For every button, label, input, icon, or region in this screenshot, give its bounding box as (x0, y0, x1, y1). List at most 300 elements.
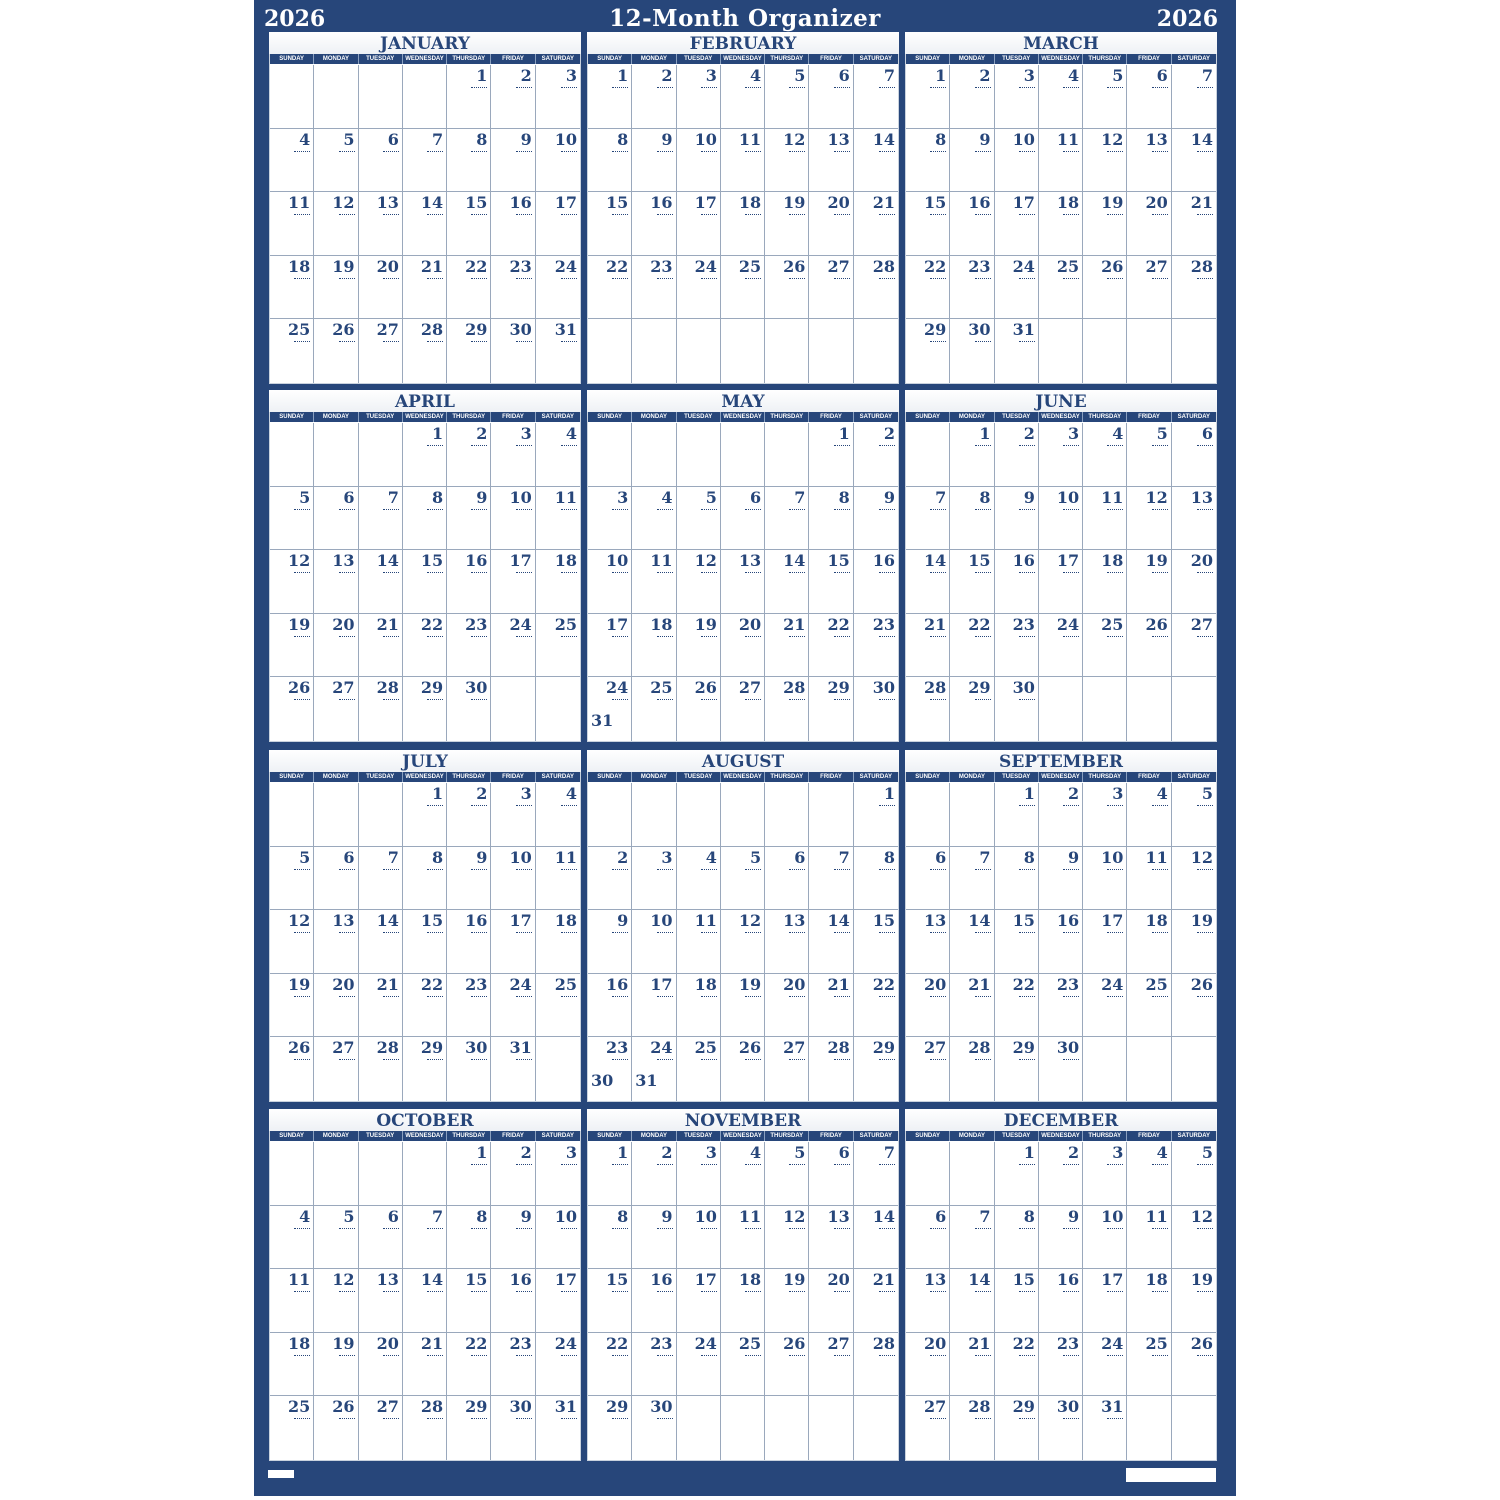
day-cell[interactable] (314, 550, 358, 614)
day-cell[interactable] (1083, 1142, 1127, 1206)
day-cell[interactable] (854, 1037, 898, 1101)
day-cell[interactable] (721, 1142, 765, 1206)
day-cell[interactable] (588, 910, 632, 974)
day-cell[interactable] (491, 1333, 535, 1397)
day-cell[interactable] (854, 129, 898, 193)
day-cell[interactable] (906, 192, 950, 256)
day-cell[interactable] (1172, 1037, 1216, 1101)
day-cell[interactable] (270, 1333, 314, 1397)
day-cell[interactable] (1127, 1037, 1171, 1101)
day-cell[interactable] (447, 614, 491, 678)
day-cell[interactable] (1039, 1396, 1083, 1460)
day-cell[interactable] (1172, 129, 1216, 193)
day-cell[interactable] (403, 487, 447, 551)
day-cell[interactable] (995, 910, 1039, 974)
day-cell[interactable] (270, 1269, 314, 1333)
day-cell[interactable] (632, 910, 676, 974)
day-cell[interactable] (1083, 192, 1127, 256)
day-cell[interactable] (950, 974, 994, 1038)
day-cell[interactable] (906, 677, 950, 741)
day-cell[interactable] (1127, 783, 1171, 847)
day-cell[interactable] (536, 129, 580, 193)
day-cell[interactable] (854, 65, 898, 129)
day-cell[interactable] (995, 423, 1039, 487)
day-cell[interactable] (765, 256, 809, 320)
day-cell[interactable] (721, 783, 765, 847)
day-cell[interactable] (721, 677, 765, 741)
day-cell[interactable] (359, 783, 403, 847)
day-cell[interactable] (491, 910, 535, 974)
day-cell[interactable] (588, 847, 632, 911)
day-cell[interactable] (677, 847, 721, 911)
day-cell[interactable] (809, 1206, 853, 1270)
day-cell[interactable] (765, 319, 809, 383)
day-cell[interactable] (1172, 423, 1216, 487)
day-cell[interactable] (1172, 677, 1216, 741)
day-cell[interactable] (632, 1333, 676, 1397)
day-cell[interactable] (721, 1206, 765, 1270)
day-cell[interactable] (950, 192, 994, 256)
day-cell[interactable] (995, 1396, 1039, 1460)
day-cell[interactable] (491, 677, 535, 741)
day-cell[interactable] (906, 910, 950, 974)
day-cell[interactable] (950, 847, 994, 911)
day-cell[interactable] (314, 129, 358, 193)
day-cell[interactable] (632, 65, 676, 129)
day-cell[interactable] (721, 65, 765, 129)
day-cell[interactable] (403, 423, 447, 487)
day-cell[interactable] (588, 677, 632, 741)
day-cell[interactable] (721, 487, 765, 551)
day-cell[interactable] (632, 487, 676, 551)
day-cell[interactable] (314, 192, 358, 256)
day-cell[interactable] (359, 487, 403, 551)
day-cell[interactable] (765, 423, 809, 487)
day-cell[interactable] (536, 487, 580, 551)
day-cell[interactable] (906, 1333, 950, 1397)
day-cell[interactable] (447, 129, 491, 193)
day-cell[interactable] (359, 1142, 403, 1206)
day-cell[interactable] (721, 550, 765, 614)
day-cell[interactable] (809, 487, 853, 551)
day-cell[interactable] (359, 65, 403, 129)
day-cell[interactable] (314, 319, 358, 383)
day-cell[interactable] (995, 677, 1039, 741)
day-cell[interactable] (906, 1396, 950, 1460)
day-cell[interactable] (403, 1269, 447, 1333)
day-cell[interactable] (995, 1269, 1039, 1333)
day-cell[interactable] (677, 1037, 721, 1101)
day-cell[interactable] (536, 1396, 580, 1460)
day-cell[interactable] (765, 974, 809, 1038)
day-cell[interactable] (270, 423, 314, 487)
day-cell[interactable] (447, 256, 491, 320)
day-cell[interactable] (906, 129, 950, 193)
day-cell[interactable] (1039, 974, 1083, 1038)
day-cell[interactable] (765, 550, 809, 614)
day-cell[interactable] (1039, 1333, 1083, 1397)
day-cell[interactable] (536, 192, 580, 256)
day-cell[interactable] (1172, 1142, 1216, 1206)
day-cell[interactable] (314, 1206, 358, 1270)
day-cell[interactable] (1083, 677, 1127, 741)
day-cell[interactable] (1083, 1396, 1127, 1460)
day-cell[interactable] (765, 65, 809, 129)
day-cell[interactable] (1083, 1206, 1127, 1270)
day-cell[interactable] (270, 256, 314, 320)
day-cell[interactable] (632, 1396, 676, 1460)
day-cell[interactable] (809, 677, 853, 741)
day-cell[interactable] (447, 677, 491, 741)
day-cell[interactable] (632, 677, 676, 741)
day-cell[interactable] (491, 192, 535, 256)
day-cell[interactable] (403, 1142, 447, 1206)
day-cell[interactable] (588, 1333, 632, 1397)
day-cell[interactable] (314, 1269, 358, 1333)
day-cell[interactable] (995, 1142, 1039, 1206)
day-cell[interactable] (1172, 256, 1216, 320)
day-cell[interactable] (1083, 487, 1127, 551)
day-cell[interactable] (995, 65, 1039, 129)
day-cell[interactable] (270, 614, 314, 678)
day-cell[interactable] (1127, 319, 1171, 383)
day-cell[interactable] (1127, 192, 1171, 256)
day-cell[interactable] (270, 974, 314, 1038)
day-cell[interactable] (809, 319, 853, 383)
day-cell[interactable] (447, 319, 491, 383)
day-cell[interactable] (854, 1142, 898, 1206)
day-cell[interactable] (995, 550, 1039, 614)
day-cell[interactable] (270, 550, 314, 614)
day-cell[interactable] (403, 550, 447, 614)
day-cell[interactable] (588, 487, 632, 551)
day-cell[interactable] (906, 847, 950, 911)
day-cell[interactable] (536, 65, 580, 129)
day-cell[interactable] (906, 1037, 950, 1101)
day-cell[interactable] (854, 192, 898, 256)
day-cell[interactable] (270, 65, 314, 129)
day-cell[interactable] (403, 129, 447, 193)
day-cell[interactable] (270, 1206, 314, 1270)
day-cell[interactable] (447, 847, 491, 911)
day-cell[interactable] (359, 974, 403, 1038)
day-cell[interactable] (314, 847, 358, 911)
day-cell[interactable] (588, 192, 632, 256)
day-cell[interactable] (270, 677, 314, 741)
day-cell[interactable] (491, 847, 535, 911)
day-cell[interactable] (536, 1037, 580, 1101)
day-cell[interactable] (536, 423, 580, 487)
day-cell[interactable] (677, 423, 721, 487)
day-cell[interactable] (536, 847, 580, 911)
day-cell[interactable] (765, 129, 809, 193)
day-cell[interactable] (632, 319, 676, 383)
day-cell[interactable] (359, 192, 403, 256)
day-cell[interactable] (1039, 1037, 1083, 1101)
day-cell[interactable] (765, 487, 809, 551)
day-cell[interactable] (359, 423, 403, 487)
day-cell[interactable] (1039, 192, 1083, 256)
day-cell[interactable] (536, 974, 580, 1038)
day-cell[interactable] (270, 129, 314, 193)
day-cell[interactable] (447, 910, 491, 974)
day-cell[interactable] (536, 1142, 580, 1206)
day-cell[interactable] (950, 423, 994, 487)
day-cell[interactable] (447, 783, 491, 847)
day-cell[interactable] (677, 974, 721, 1038)
day-cell[interactable] (314, 974, 358, 1038)
day-cell[interactable] (1083, 910, 1127, 974)
day-cell[interactable] (1127, 65, 1171, 129)
day-cell[interactable] (588, 1206, 632, 1270)
day-cell[interactable] (1083, 550, 1127, 614)
day-cell[interactable] (588, 974, 632, 1038)
day-cell[interactable] (314, 1396, 358, 1460)
day-cell[interactable] (995, 256, 1039, 320)
day-cell[interactable] (359, 1269, 403, 1333)
day-cell[interactable] (536, 910, 580, 974)
day-cell[interactable] (270, 1037, 314, 1101)
day-cell[interactable] (765, 1142, 809, 1206)
day-cell[interactable] (491, 487, 535, 551)
day-cell[interactable] (314, 256, 358, 320)
day-cell[interactable] (1172, 65, 1216, 129)
day-cell[interactable] (632, 192, 676, 256)
day-cell[interactable] (677, 1269, 721, 1333)
day-cell[interactable] (447, 1037, 491, 1101)
day-cell[interactable] (491, 614, 535, 678)
day-cell[interactable] (995, 1206, 1039, 1270)
day-cell[interactable] (632, 847, 676, 911)
day-cell[interactable] (270, 319, 314, 383)
day-cell[interactable] (677, 614, 721, 678)
day-cell[interactable] (1039, 1142, 1083, 1206)
day-cell[interactable] (491, 129, 535, 193)
day-cell[interactable] (677, 1396, 721, 1460)
day-cell[interactable] (721, 1037, 765, 1101)
day-cell[interactable] (950, 129, 994, 193)
day-cell[interactable] (536, 1333, 580, 1397)
day-cell[interactable] (359, 1396, 403, 1460)
day-cell[interactable] (1172, 847, 1216, 911)
day-cell[interactable] (1039, 487, 1083, 551)
day-cell[interactable] (314, 910, 358, 974)
day-cell[interactable] (314, 783, 358, 847)
day-cell[interactable] (270, 1142, 314, 1206)
day-cell[interactable] (403, 847, 447, 911)
day-cell[interactable] (1127, 614, 1171, 678)
day-cell[interactable] (995, 1037, 1039, 1101)
day-cell[interactable] (854, 1396, 898, 1460)
day-cell[interactable] (1172, 1396, 1216, 1460)
day-cell[interactable] (1172, 192, 1216, 256)
day-cell[interactable] (950, 319, 994, 383)
day-cell[interactable] (447, 1142, 491, 1206)
day-cell[interactable] (765, 1269, 809, 1333)
day-cell[interactable] (906, 256, 950, 320)
day-cell[interactable] (721, 847, 765, 911)
day-cell[interactable] (1083, 129, 1127, 193)
day-cell[interactable] (1039, 847, 1083, 911)
day-cell[interactable] (403, 677, 447, 741)
day-cell[interactable] (721, 129, 765, 193)
day-cell[interactable] (809, 65, 853, 129)
day-cell[interactable] (950, 256, 994, 320)
day-cell[interactable] (854, 614, 898, 678)
day-cell[interactable] (1127, 129, 1171, 193)
day-cell[interactable] (677, 129, 721, 193)
day-cell[interactable] (721, 256, 765, 320)
day-cell[interactable] (491, 1396, 535, 1460)
day-cell[interactable] (270, 910, 314, 974)
day-cell[interactable] (588, 129, 632, 193)
day-cell[interactable] (1039, 423, 1083, 487)
day-cell[interactable] (854, 677, 898, 741)
day-cell[interactable] (721, 192, 765, 256)
day-cell[interactable] (809, 192, 853, 256)
day-cell[interactable] (1127, 1333, 1171, 1397)
day-cell[interactable] (677, 677, 721, 741)
day-cell[interactable] (403, 1333, 447, 1397)
day-cell[interactable] (721, 910, 765, 974)
day-cell[interactable] (854, 1333, 898, 1397)
day-cell[interactable] (314, 1333, 358, 1397)
day-cell[interactable] (314, 65, 358, 129)
day-cell[interactable] (403, 192, 447, 256)
day-cell[interactable] (270, 1396, 314, 1460)
day-cell[interactable] (1083, 783, 1127, 847)
day-cell[interactable] (950, 487, 994, 551)
day-cell[interactable] (995, 319, 1039, 383)
day-cell[interactable] (447, 1333, 491, 1397)
day-cell[interactable] (854, 319, 898, 383)
day-cell[interactable] (403, 1037, 447, 1101)
day-cell[interactable] (765, 847, 809, 911)
day-cell[interactable] (1127, 974, 1171, 1038)
day-cell[interactable] (536, 783, 580, 847)
day-cell[interactable] (677, 487, 721, 551)
day-cell[interactable] (491, 423, 535, 487)
day-cell[interactable] (854, 256, 898, 320)
day-cell[interactable] (403, 65, 447, 129)
day-cell[interactable] (721, 1396, 765, 1460)
day-cell[interactable] (809, 256, 853, 320)
day-cell[interactable] (314, 487, 358, 551)
day-cell[interactable] (1039, 783, 1083, 847)
day-cell[interactable] (765, 1037, 809, 1101)
day-cell[interactable] (677, 1206, 721, 1270)
day-cell[interactable] (677, 256, 721, 320)
day-cell[interactable] (403, 1206, 447, 1270)
day-cell[interactable] (588, 65, 632, 129)
day-cell[interactable] (270, 487, 314, 551)
day-cell[interactable] (1127, 1396, 1171, 1460)
day-cell[interactable] (854, 974, 898, 1038)
day-cell[interactable] (1083, 319, 1127, 383)
day-cell[interactable] (359, 910, 403, 974)
day-cell[interactable] (906, 65, 950, 129)
day-cell[interactable] (950, 1037, 994, 1101)
day-cell[interactable] (677, 1333, 721, 1397)
day-cell[interactable] (995, 192, 1039, 256)
day-cell[interactable] (314, 1142, 358, 1206)
day-cell[interactable] (809, 910, 853, 974)
day-cell[interactable] (950, 614, 994, 678)
day-cell[interactable] (721, 614, 765, 678)
day-cell[interactable] (270, 783, 314, 847)
day-cell[interactable] (854, 423, 898, 487)
day-cell[interactable] (270, 192, 314, 256)
day-cell[interactable] (1172, 1206, 1216, 1270)
day-cell[interactable] (447, 1396, 491, 1460)
day-cell[interactable] (632, 974, 676, 1038)
day-cell[interactable] (491, 1269, 535, 1333)
day-cell[interactable] (765, 783, 809, 847)
day-cell[interactable] (809, 1037, 853, 1101)
day-cell[interactable] (765, 1333, 809, 1397)
day-cell[interactable] (536, 256, 580, 320)
day-cell[interactable] (491, 1037, 535, 1101)
day-cell[interactable] (1083, 847, 1127, 911)
day-cell[interactable] (1083, 65, 1127, 129)
day-cell[interactable] (721, 319, 765, 383)
day-cell[interactable] (721, 974, 765, 1038)
day-cell[interactable] (1039, 65, 1083, 129)
day-cell[interactable] (536, 550, 580, 614)
day-cell[interactable] (403, 783, 447, 847)
day-cell[interactable] (854, 783, 898, 847)
day-cell[interactable] (491, 1206, 535, 1270)
day-cell[interactable] (809, 1333, 853, 1397)
day-cell[interactable] (721, 1333, 765, 1397)
day-cell[interactable] (447, 974, 491, 1038)
day-cell[interactable] (536, 1269, 580, 1333)
day-cell[interactable] (721, 1269, 765, 1333)
day-cell[interactable] (765, 1206, 809, 1270)
day-cell[interactable] (906, 614, 950, 678)
day-cell[interactable] (1039, 677, 1083, 741)
day-cell[interactable] (1172, 319, 1216, 383)
day-cell[interactable] (950, 1396, 994, 1460)
day-cell[interactable] (1039, 550, 1083, 614)
day-cell[interactable] (906, 319, 950, 383)
day-cell[interactable] (447, 550, 491, 614)
day-cell[interactable] (995, 129, 1039, 193)
day-cell[interactable] (765, 192, 809, 256)
day-cell[interactable] (403, 256, 447, 320)
day-cell[interactable] (588, 1037, 632, 1101)
day-cell[interactable] (677, 550, 721, 614)
day-cell[interactable] (588, 1142, 632, 1206)
day-cell[interactable] (854, 487, 898, 551)
day-cell[interactable] (1039, 614, 1083, 678)
day-cell[interactable] (950, 1333, 994, 1397)
day-cell[interactable] (588, 1396, 632, 1460)
day-cell[interactable] (632, 614, 676, 678)
day-cell[interactable] (588, 319, 632, 383)
day-cell[interactable] (359, 1037, 403, 1101)
day-cell[interactable] (950, 783, 994, 847)
day-cell[interactable] (632, 1142, 676, 1206)
day-cell[interactable] (906, 550, 950, 614)
day-cell[interactable] (1039, 1206, 1083, 1270)
day-cell[interactable] (906, 974, 950, 1038)
day-cell[interactable] (632, 1206, 676, 1270)
day-cell[interactable] (403, 1396, 447, 1460)
day-cell[interactable] (995, 847, 1039, 911)
day-cell[interactable] (995, 974, 1039, 1038)
day-cell[interactable] (447, 192, 491, 256)
